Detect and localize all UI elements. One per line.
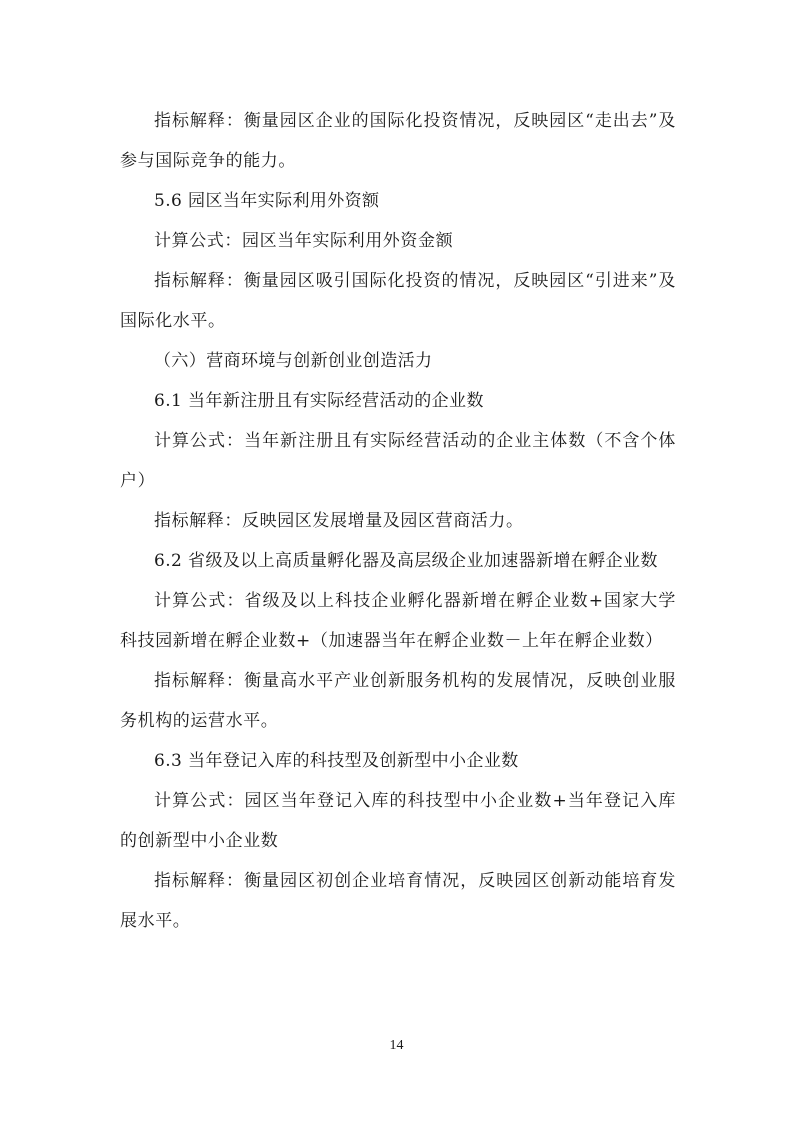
paragraph-indicator-explanation-6-1: 指标解释：反映园区发展增量及园区营商活力。 xyxy=(154,511,524,531)
heading-5-6: 5.6 园区当年实际利用外资额 xyxy=(154,191,380,211)
paragraph-formula-5-6: 计算公式：园区当年实际利用外资金额 xyxy=(154,231,454,251)
section-heading-6: （六）营商环境与创新创业创造活力 xyxy=(154,351,433,371)
page-body xyxy=(120,101,676,941)
paragraph-indicator-explanation-6-2: 指标解释：衡量高水平产业创新服务机构的发展情况，反映创业服务机构的运营水平。 xyxy=(120,671,676,731)
paragraph-indicator-explanation-5-6: 指标解释：衡量园区吸引国际化投资的情况，反映园区“引进来”及国际化水平。 xyxy=(120,271,676,331)
heading-6-3: 6.3 当年登记入库的科技型及创新型中小企业数 xyxy=(154,751,519,771)
heading-6-2: 6.2 省级及以上高质量孵化器及高层级企业加速器新增在孵企业数 xyxy=(154,551,658,571)
paragraph-indicator-explanation-5-5: 指标解释：衡量园区企业的国际化投资情况，反映园区“走出去”及参与国际竞争的能力。 xyxy=(120,111,676,171)
paragraph-formula-6-3: 计算公式：园区当年登记入库的科技型中小企业数+当年登记入库的创新型中小企业数 xyxy=(120,791,676,851)
paragraph-formula-6-1: 计算公式：当年新注册且有实际经营活动的企业主体数（不含个体户） xyxy=(120,431,676,491)
paragraph-indicator-explanation-6-3: 指标解释：衡量园区初创企业培育情况，反映园区创新动能培育发展水平。 xyxy=(120,871,676,931)
page-number: 14 xyxy=(389,1038,404,1053)
paragraph-formula-6-2: 计算公式：省级及以上科技企业孵化器新增在孵企业数+国家大学科技园新增在孵企业数+（加速器当年在孵企业数－上年在孵企业数） xyxy=(120,591,676,651)
heading-6-1: 6.1 当年新注册且有实际经营活动的企业数 xyxy=(154,391,484,411)
